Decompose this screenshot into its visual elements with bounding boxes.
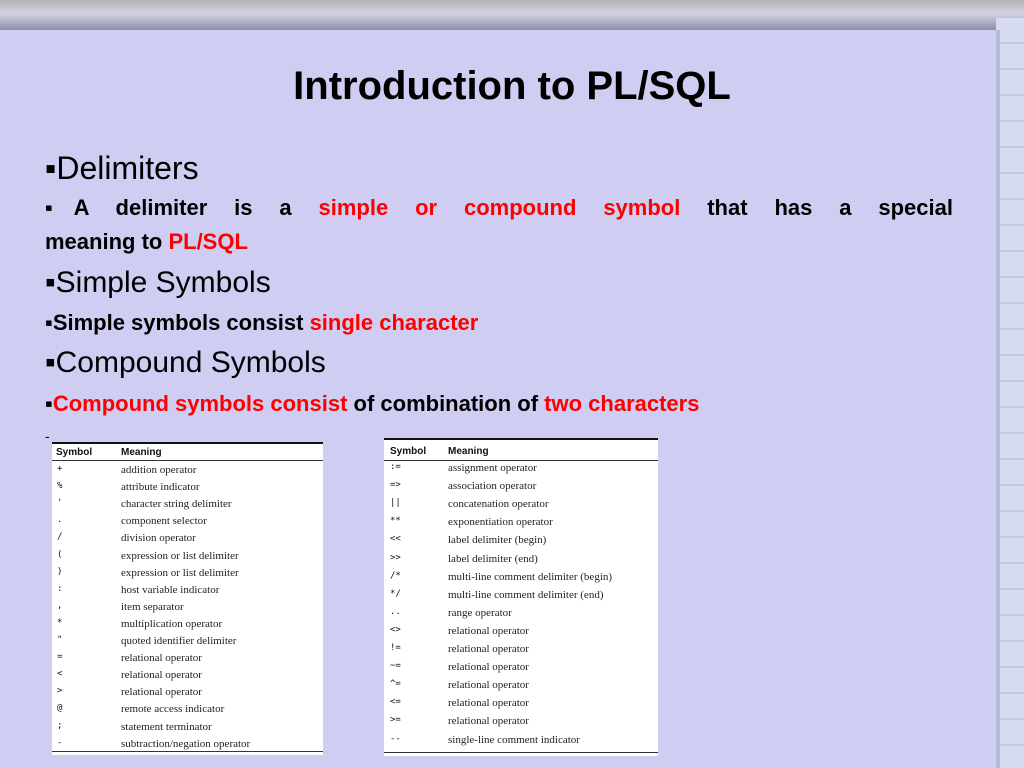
table-row: [52, 464, 323, 481]
table-row: [52, 498, 323, 515]
meaning-cell: expression or list delimiter: [121, 549, 239, 562]
compound-symbols-table: [384, 438, 658, 756]
bullet-text: Compound Symbols: [55, 346, 326, 379]
table-row: [384, 589, 658, 606]
bullet-text: that has a special: [680, 195, 953, 220]
table-row: [384, 697, 658, 714]
table-row: [52, 532, 323, 549]
symbol-cell: ;: [57, 720, 63, 731]
table-row: [384, 462, 658, 479]
highlight-text: PL/SQL: [168, 229, 248, 254]
symbol-cell: .: [57, 515, 63, 526]
meaning-cell: relational operator: [448, 697, 529, 710]
symbol-cell: :: [57, 583, 63, 594]
symbol-cell: ': [57, 498, 63, 509]
bullet-marker: ▪: [45, 195, 74, 220]
symbol-cell: ||: [390, 498, 401, 509]
table-header-symbol: Symbol: [390, 446, 427, 457]
bullet-simple-definition: [45, 310, 478, 336]
meaning-cell: host variable indicator: [121, 583, 220, 596]
slide-title: Introduction to PL/SQL: [293, 64, 731, 108]
table-row: [52, 515, 323, 532]
table-row: [384, 516, 658, 533]
meaning-cell: range operator: [448, 606, 512, 619]
table-header-meaning: Meaning: [121, 447, 162, 458]
stray-mark: -: [45, 428, 50, 444]
table-rule-header: [52, 460, 323, 461]
meaning-cell: label delimiter (end): [448, 552, 538, 565]
symbol-cell: -: [57, 737, 63, 748]
meaning-cell: relational operator: [448, 643, 529, 655]
meaning-cell: assignment operator: [448, 462, 537, 474]
meaning-cell: relational operator: [448, 661, 529, 674]
symbol-cell: (: [57, 549, 63, 560]
symbol-cell: ): [57, 566, 63, 577]
symbol-cell: !=: [390, 643, 401, 653]
table-row: [384, 643, 658, 660]
meaning-cell: association operator: [448, 480, 537, 493]
table-row: [384, 480, 658, 497]
bullet-text: Delimiters: [56, 150, 199, 186]
meaning-cell: attribute indicator: [121, 481, 200, 494]
symbol-cell: ..: [390, 606, 401, 617]
bullet-text: Simple symbols consist: [52, 310, 310, 335]
table-rule-top: [52, 442, 323, 444]
meaning-cell: relational operator: [121, 686, 202, 699]
highlight-text: Compound symbols consist: [52, 391, 348, 416]
table-row: [52, 584, 323, 601]
highlight-text: single character: [309, 310, 479, 335]
symbol-cell: @: [57, 703, 63, 714]
meaning-cell: statement terminator: [121, 720, 212, 733]
symbol-cell: */: [390, 588, 401, 599]
table-row: [52, 481, 323, 498]
meaning-cell: character string delimiter: [121, 498, 232, 511]
table-row: [52, 669, 323, 686]
meaning-cell: item separator: [121, 600, 184, 613]
meaning-cell: quoted identifier delimiter: [121, 635, 237, 647]
symbol-cell: /: [57, 532, 63, 543]
meaning-cell: multiplication operator: [121, 617, 223, 630]
table-row: [384, 679, 658, 696]
bullet-delimiter-definition-cont: [45, 229, 248, 255]
bullet-marker: ▪: [45, 346, 56, 379]
meaning-cell: relational operator: [448, 624, 529, 637]
meaning-cell: addition operator: [121, 464, 197, 476]
table-row: [384, 661, 658, 678]
symbol-cell: <>: [390, 624, 401, 635]
meaning-cell: relational operator: [448, 715, 529, 728]
symbol-cell: >: [57, 686, 63, 697]
symbol-cell: =: [57, 652, 63, 663]
symbol-cell: +: [57, 464, 63, 474]
meaning-cell: label delimiter (begin): [448, 534, 547, 547]
table-row: [384, 571, 658, 588]
table-row: [384, 625, 658, 642]
highlight-text: simple or compound symbol: [318, 195, 681, 220]
table-row: [384, 607, 658, 624]
symbol-cell: ,: [57, 600, 63, 611]
table-row: [52, 686, 323, 703]
symbol-cell: ": [57, 635, 63, 645]
table-row: [384, 553, 658, 570]
meaning-cell: remote access indicator: [121, 703, 225, 716]
table-row: [52, 618, 323, 635]
bullet-text: of combination of: [347, 391, 545, 416]
table-row: [384, 734, 658, 751]
symbol-cell: --: [390, 733, 401, 744]
table-header-symbol: Symbol: [56, 447, 93, 458]
symbol-cell: <<: [390, 534, 401, 545]
symbol-cell: ^=: [390, 679, 401, 690]
meaning-cell: component selector: [121, 515, 207, 528]
bullet-text: meaning to: [45, 229, 169, 254]
symbol-cell: *: [57, 617, 63, 628]
meaning-cell: relational operator: [121, 669, 202, 682]
table-row: [52, 567, 323, 584]
symbol-cell: %: [57, 481, 63, 492]
top-banner: [0, 0, 1024, 30]
bullet-text: Simple Symbols: [55, 266, 271, 299]
table-row: [52, 652, 323, 669]
table-row: [52, 738, 323, 755]
table-row: [52, 721, 323, 738]
meaning-cell: exponentiation operator: [448, 516, 553, 529]
bullet-simple-symbols: [45, 266, 271, 300]
meaning-cell: concatenation operator: [448, 498, 549, 511]
meaning-cell: expression or list delimiter: [121, 566, 239, 579]
table-rule-header: [384, 460, 658, 461]
symbol-cell: :=: [390, 462, 401, 472]
meaning-cell: relational operator: [448, 679, 529, 692]
table-rule-bottom: [52, 751, 323, 752]
simple-symbols-table: [52, 442, 323, 755]
bullet-marker: ▪: [45, 266, 56, 299]
symbol-cell: <=: [390, 697, 401, 708]
table-row: [384, 498, 658, 515]
meaning-cell: subtraction/negation operator: [121, 737, 251, 750]
symbol-cell: =>: [390, 480, 401, 491]
table-row: [384, 715, 658, 732]
bullet-compound-symbols: [45, 346, 326, 380]
bullet-delimiters: [45, 150, 199, 187]
bullet-delimiter-definition: [45, 195, 953, 221]
table-row: [52, 601, 323, 618]
meaning-cell: single-line comment indicator: [448, 733, 580, 746]
symbol-cell: >=: [390, 715, 401, 726]
table-row: [384, 534, 658, 551]
bullet-marker: ▪: [45, 391, 53, 416]
right-strip-edge: [996, 30, 1000, 768]
bullet-compound-definition: [45, 391, 699, 417]
meaning-cell: multi-line comment delimiter (begin): [448, 570, 613, 583]
table-header-meaning: Meaning: [448, 446, 489, 457]
table-row: [52, 635, 323, 652]
table-row: [52, 703, 323, 720]
table-rule-bottom: [384, 752, 658, 753]
meaning-cell: relational operator: [121, 652, 202, 665]
table-rule-top: [384, 438, 658, 440]
bullet-marker: ▪: [45, 310, 53, 335]
highlight-text: two characters: [544, 391, 700, 416]
meaning-cell: division operator: [121, 532, 196, 545]
symbol-cell: **: [390, 516, 401, 527]
meaning-cell: multi-line comment delimiter (end): [448, 588, 604, 601]
right-decorative-strip: [996, 18, 1024, 768]
symbol-cell: ~=: [390, 661, 401, 672]
table-row: [52, 550, 323, 567]
symbol-cell: <: [57, 669, 63, 680]
bullet-text: A delimiter is a: [73, 195, 319, 220]
symbol-cell: >>: [390, 552, 401, 563]
bullet-marker: ▪: [45, 150, 57, 186]
symbol-cell: /*: [390, 570, 401, 581]
